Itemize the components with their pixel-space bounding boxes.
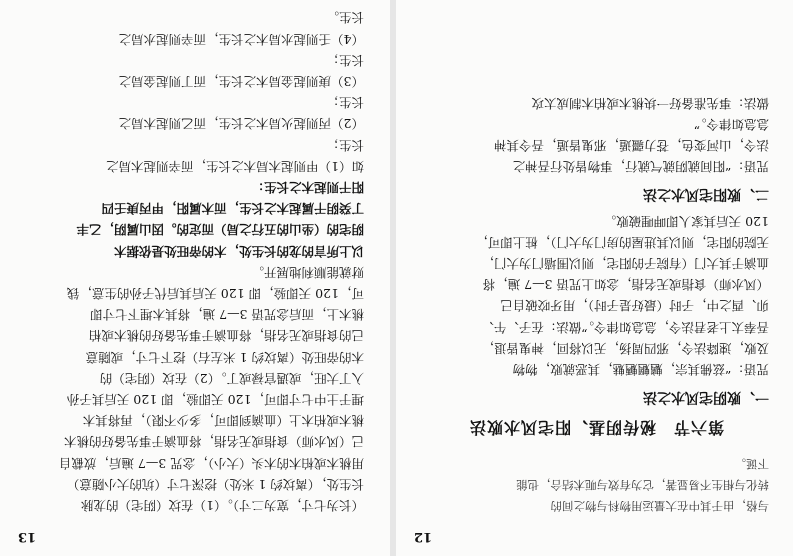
intro-line: 转化与相生不易显著，它为有效与呃术结合，也能	[516, 477, 769, 492]
text-line: 己的食指或无名指，将血滴于事先备好的桃木或柏	[88, 328, 364, 344]
text-line: 长生；	[326, 52, 364, 68]
text-line: （3）庚则起金局木之长生，而丁则起金局之	[118, 73, 364, 89]
section-title: 二、败阳宅风水之法	[643, 186, 769, 203]
text-line: 血滴于其大门（有院子的阳宅，则以围墙门为大门，	[481, 255, 769, 271]
text-line: 如（1）甲则起木局木之长生，而辛则起木局之	[106, 158, 364, 174]
text-line: （4）壬则起水局木之长生，而辛则起水局之	[118, 31, 364, 47]
text-line: （长为七寸，宽为二寸）。（1）在坟（阴宅）的龙脉	[81, 498, 364, 513]
text-line: 无院的阳宅，则以其进屋的房门为大门），桩上即可，	[475, 234, 769, 250]
text-line: 法令，山河变色，苍力疆遁，邪鬼皆遁，吾令其神	[493, 137, 769, 153]
text-line: 长生处，（离坟约 1 米处）挖深七寸（坑的大小随意）	[66, 476, 364, 492]
text-line: 财就能顺利地展开。	[251, 264, 364, 280]
intro-line: 与格，由于其中在大量运用物科与物之间的	[550, 499, 769, 513]
text-line: 120 天后其家人即呷哩破败。	[603, 213, 769, 229]
text-line: 吾奉太上老君法令，急急如律令。”做法：在子、午、	[481, 319, 769, 335]
text-line: 可，120 天即验，即 120 天后其后代子孙的生意，钱	[66, 285, 364, 301]
right-page-text	[424, 92, 769, 516]
chapter-title: 第六节 秘传阴基、阳宅风水败法	[469, 418, 725, 438]
text-line: 桃木或柏木上（血滴到即可，多少不限），再将其木	[82, 413, 364, 429]
text-line: 桃木上，而后念咒语 3—7 遍，将其木埋下七寸即	[90, 307, 364, 323]
text-line: 丁癸阴干属起木之长生，而木属阳，甲丙庚壬四	[101, 201, 364, 217]
text-line: 以上所言的龙的长生处，木的帝旺处是依据木	[113, 243, 364, 259]
text-line: 阴宅的（坐山的五行之局）而定的。因山属阴，乙丰	[76, 222, 364, 238]
text-line: （风水师）食指或无名指，念如上咒语 3—7 遍，将	[482, 277, 769, 293]
text-line: 木的帝旺处（离坟约 1 米左右）挖下七寸，或随意	[85, 349, 364, 365]
text-line: 咒语：“兹佛其宗，魑魍魉魅，其恶就败，物物	[512, 361, 769, 377]
text-line: 埋于土中七寸即可，120 天即验，即 120 天后其子孙	[66, 391, 364, 407]
section-title: 一、败阴宅风水之法	[643, 389, 769, 406]
text-line: 咒语：“阳间就阴就气就行，事物皆处行吾神之	[512, 159, 769, 175]
text-line: 阳干则起木之长生：	[251, 179, 364, 195]
left-page	[0, 0, 390, 556]
text-line: 用桃木或柏木的木头（大小），念咒 3—7 遍后，放截自	[58, 455, 364, 471]
text-line: 长生。	[326, 10, 364, 26]
left-page-text	[29, 7, 364, 516]
right-page	[396, 0, 793, 556]
page-number: 12	[414, 529, 433, 544]
text-line: 急急如律令。”	[693, 116, 769, 132]
text-line: 卯、酉之中，子时（最好是子时），用牙咬破自己	[500, 298, 769, 314]
page-number: 13	[18, 529, 37, 544]
intro-line: 下诞。	[734, 456, 769, 471]
right-page-content	[396, 0, 793, 556]
text-line: 做法：事先准备好一块桃木或柏木制成太攻	[531, 95, 769, 111]
left-page-content	[0, 0, 390, 556]
text-line: 长生；	[326, 95, 364, 111]
text-line: 长生；	[326, 137, 364, 153]
text-line: 己（风水师）食指或无名指，将血滴于事先备好的桃木	[63, 434, 364, 450]
text-line: （2）丙则起火局木之长生，而乙则起木局之	[118, 116, 364, 132]
text-line: 入丁大旺，或遇官禄或丁。（2）在坟（阴宅）的	[99, 370, 364, 386]
text-line: 及败，速降法令，邪四周扬，无以将回，神鬼皆退，	[481, 340, 769, 356]
